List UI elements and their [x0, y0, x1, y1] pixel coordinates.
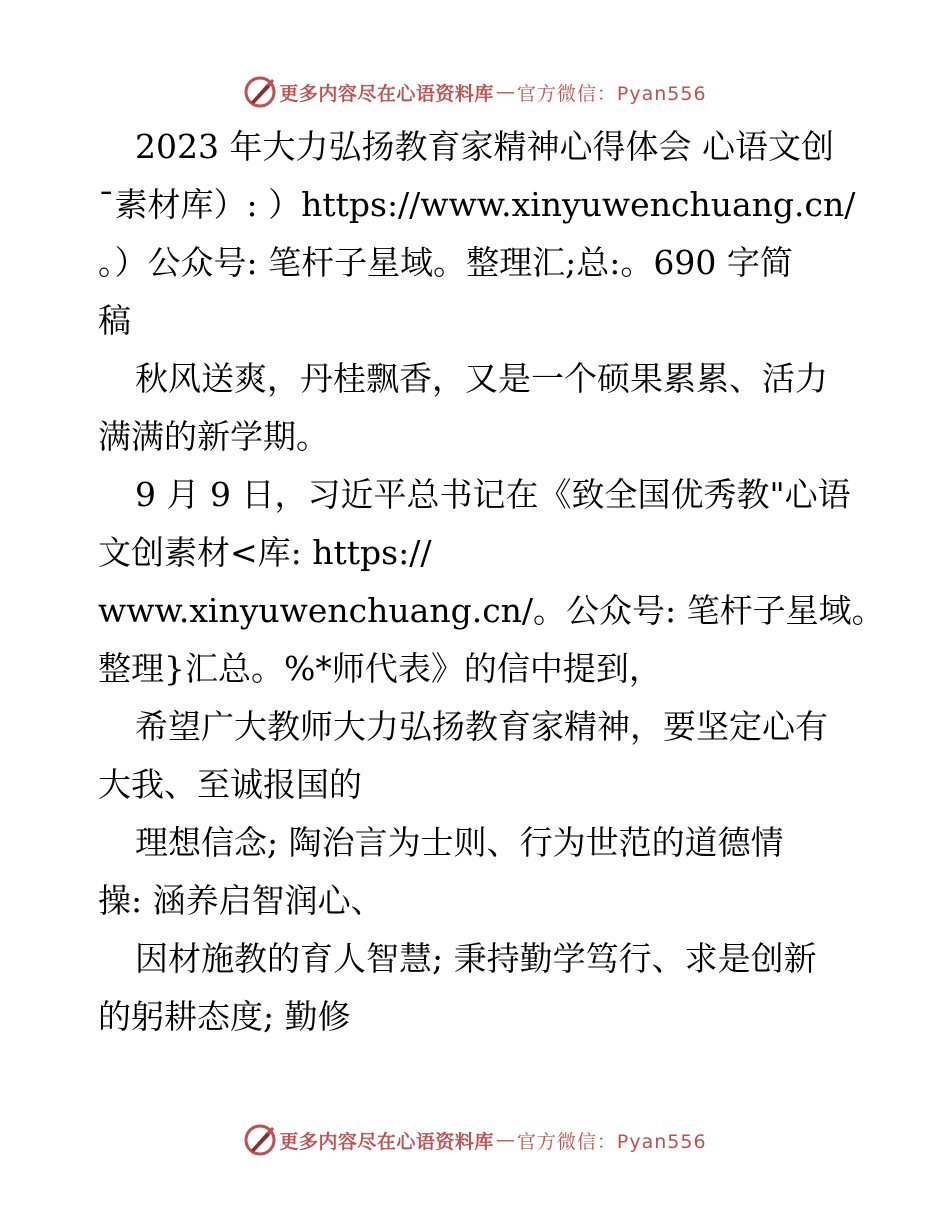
text-line: 9 月 9 日，习近平总书记在《致全国优秀教"心语	[135, 475, 851, 514]
footer-watermark	[0, 1120, 950, 1160]
text-line: ¯素材库）: ）https://www.xinyuwenchuang.cn/	[98, 185, 856, 224]
watermark-dash: —	[495, 81, 515, 103]
text-line: 整理}汇总。%*师代表》的信中提到，	[98, 649, 662, 688]
watermark-dash: —	[495, 1129, 515, 1151]
text-line: www.xinyuwenchuang.cn/。公众号: 笔杆子星域。	[98, 591, 885, 630]
text-line: 理想信念; 陶治言为士则、行为世范的道德情	[135, 823, 784, 862]
watermark-contact: 官方微信：Pyan556	[516, 82, 707, 105]
text-line: 希望广大教师大力弘扬教育家精神，要坚定心有	[135, 707, 828, 746]
text-line: 操: 涵养启智润心、	[98, 881, 384, 920]
text-line: 2023 年大力弘扬教育家精神心得体会 心语文创	[135, 127, 834, 166]
text-line: 秋风送爽，丹桂飘香，又是一个硕果累累、活力	[135, 359, 828, 398]
watermark-brand: 更多内容尽在心语资料库	[279, 1130, 494, 1153]
header-watermark	[0, 72, 950, 112]
quill-logo-icon	[243, 75, 277, 109]
watermark-contact: 官方微信：Pyan556	[516, 1130, 707, 1153]
text-line: 的躬耕态度; 勤修	[98, 997, 351, 1036]
quill-logo-icon	[243, 1123, 277, 1157]
text-line: 因材施教的育人智慧; 秉持勤学笃行、求是创新	[135, 939, 817, 978]
text-line: 稿	[98, 301, 131, 340]
text-line: 。）公众号: 笔杆子星域。整理汇;总:。690 字简	[98, 243, 793, 282]
text-line: 大我、至诚报国的	[98, 765, 362, 804]
watermark-brand: 更多内容尽在心语资料库	[279, 82, 494, 105]
text-line: 文创素材<库: https://	[98, 533, 432, 572]
text-line: 满满的新学期。	[98, 417, 329, 456]
document-body	[98, 118, 885, 1046]
